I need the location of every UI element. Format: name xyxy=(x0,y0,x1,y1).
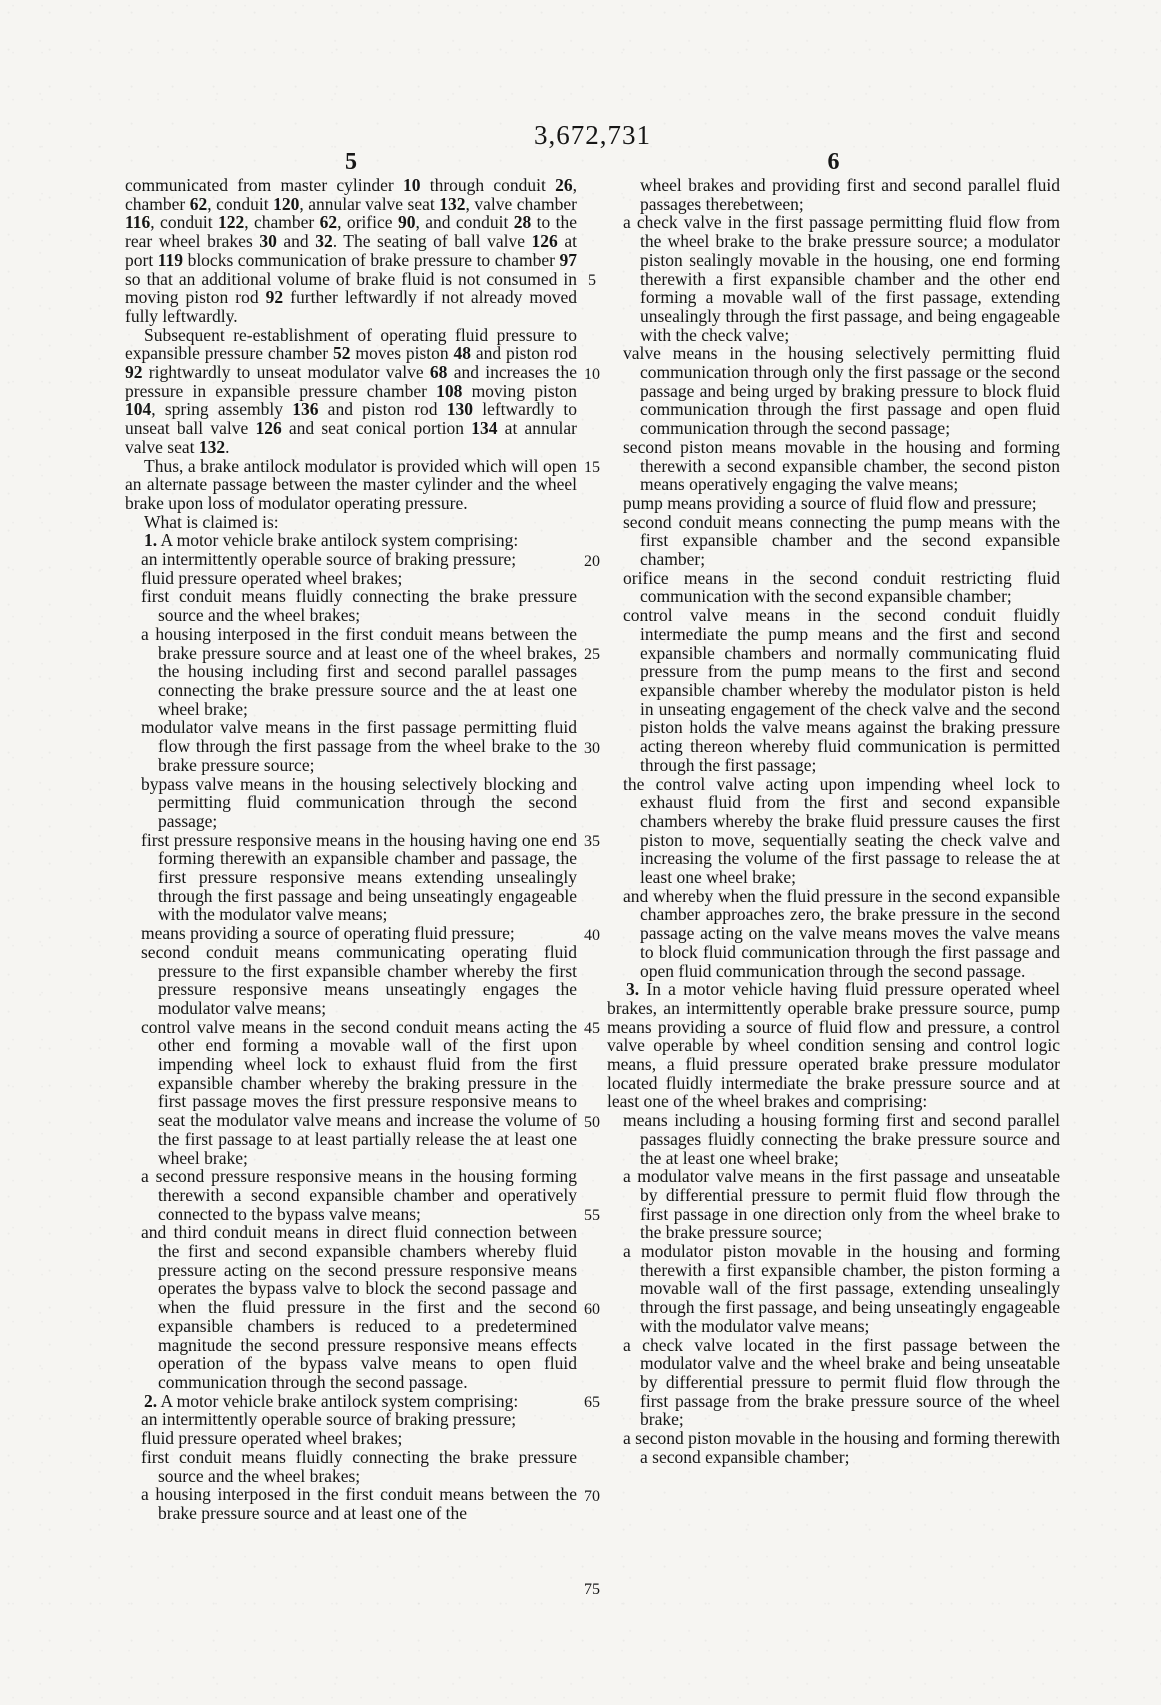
line-number: 45 xyxy=(584,1020,600,1037)
paragraph: fluid pressure operated wheel brakes; xyxy=(141,567,403,588)
paragraph: valve means in the housing selectively permitting fluid communication through only the first passage or the second passage and being urged by braking pressure to block fluid communication through the first passage and open fluid communication through the second passage; xyxy=(623,343,1060,439)
paragraph: means including a housing forming first and second parallel passages fluidly connecting the brake pressure source and the at least one wheel brake; xyxy=(623,1110,1060,1168)
paragraph: wheel brakes and providing first and second parallel fluid passages therebetween; xyxy=(640,175,1060,214)
paragraph: modulator valve means in the first passage permitting fluid flow through the first passage from the wheel brake to the brake pressure source; xyxy=(141,717,577,775)
line-number: 10 xyxy=(584,365,600,383)
paragraph: 3. In a motor vehicle having fluid pressure operated wheel brakes, an intermittently operable brake pressure source, pump means providing a source of fluid flow and pressure, a control valve operable by wheel condition sensing and control logic means, a fluid pressure operated brake pressure modulator located fluidly intermediate the brake pressure source and at least one of the wheel brakes and comprising: xyxy=(607,979,1060,1112)
right-column xyxy=(607,150,1060,1467)
paragraph: the control valve acting upon impending wheel lock to exhaust fluid from the first and second expansible chambers whereby the brake fluid pressure causes the first piston to move, sequentially seating the check valve and increasing the volume of the first passage to release the at least one wheel brake; xyxy=(623,773,1060,888)
paragraph: an intermittently operable source of braking pressure; xyxy=(141,1409,517,1430)
line-number: 40 xyxy=(584,926,600,944)
paragraph: second conduit means communicating operating fluid pressure to the first expansible chamber whereby the first pressure responsive means unseatingly engages the modulator valve means; xyxy=(141,941,577,1018)
paragraph: first conduit means fluidly connecting the brake pressure source and the wheel brakes; xyxy=(141,1446,577,1486)
paragraph: Thus, a brake antilock modulator is provided which will open an alternate passage between the master cylinder and the wheel brake upon loss of modulator operating pressure. xyxy=(125,455,577,513)
line-number: 15 xyxy=(584,459,600,476)
column-number-left: 5 xyxy=(345,149,357,175)
line-number: 25 xyxy=(584,646,600,663)
paragraph: 1. A motor vehicle brake antilock system comprising: xyxy=(144,530,519,551)
paragraph: first pressure responsive means in the housing having one end forming therewith an expansible chamber and passage, the first pressure responsive means extending unsealingly through the first passage and being unseatingly engageable with the modulator valve means; xyxy=(141,829,577,925)
patent-number: 3,672,731 xyxy=(534,120,651,150)
left-column-text xyxy=(125,176,577,1523)
paragraph: a modulator valve means in the first passage and unseatable by differential pressure to permit fluid flow through the first passage in one direction only from the wheel brake to the brake pressure source; xyxy=(623,1166,1060,1243)
paragraph: control valve means in the second conduit fluidly intermediate the pump means and the first and second expansible chambers and normally communicating fluid pressure from the pump means to the first and second expansible chamber whereby the modulator piston is held in unseating engagement of the check valve and the second piston holds the valve means against the braking pressure acting thereon whereby fluid communication is permitted through the first passage; xyxy=(623,605,1060,775)
line-number: 65 xyxy=(584,1394,600,1411)
paragraph: fluid pressure operated wheel brakes; xyxy=(141,1428,403,1449)
line-number: 50 xyxy=(584,1113,600,1131)
paragraph: What is claimed is: xyxy=(144,511,279,532)
line-number: 60 xyxy=(584,1300,600,1318)
left-column xyxy=(125,150,577,1523)
paragraph: a check valve located in the first passage between the modulator valve and the wheel brake and being unseatable by differential pressure to permit fluid flow through the first passage from the brake pressure source of the wheel brake; xyxy=(623,1334,1060,1430)
paragraph: first conduit means fluidly connecting the brake pressure source and the wheel brakes; xyxy=(141,586,577,626)
column-number-right: 6 xyxy=(827,149,840,175)
paragraph: and whereby when the fluid pressure in the second expansible chamber approaches zero, the brake pressure in the second passage acting on the valve means moves the valve means to block fluid communication through the first passage and open fluid communication through the second passage. xyxy=(623,885,1060,981)
paragraph: 2. A motor vehicle brake antilock system comprising: xyxy=(144,1390,519,1411)
paragraph: Subsequent re-establishment of operating fluid pressure to expansible pressure chamber 52 moves piston 48 and piston rod 92 rightwardly to unseat modulator valve 68 and increases the pressure in expansible pressure chamber 108 moving piston 104, spring assembly 136 and piston rod 130 leftwardly to unseat ball valve 126 and seat conical portion 134 at annular valve seat 132. xyxy=(125,324,578,457)
paragraph: a modulator piston movable in the housing and forming therewith a first expansible chamber, the piston forming a movable wall of the first passage, extending unsealingly through the first passage, and being unseatingly engageable with the modulator valve means; xyxy=(623,1241,1060,1336)
line-number: 55 xyxy=(584,1207,600,1224)
line-number: 5 xyxy=(588,272,596,289)
paragraph: means providing a source of operating fluid pressure; xyxy=(141,923,515,944)
paragraph: second conduit means connecting the pump means with the first expansible chamber and the second expansible chamber; xyxy=(623,511,1060,570)
line-number: 70 xyxy=(584,1487,600,1505)
paragraph: a housing interposed in the first conduit means between the brake pressure source and at least one of the xyxy=(141,1484,577,1523)
paragraph: bypass valve means in the housing selectively blocking and permitting fluid communication through the second passage; xyxy=(141,773,577,831)
paragraph: orifice means in the second conduit restricting fluid communication with the second expansible chamber; xyxy=(623,567,1060,607)
paragraph: and third conduit means in direct fluid connection between the first and second expansible chambers whereby fluid pressure acting on the second pressure responsive means operates the bypass valve to block the second passage and when the fluid pressure in the first and the second expansible chambers is reduced to a predetermined magnitude the second pressure responsive means effects operation of the bypass valve means to open fluid communication through the second passage. xyxy=(141,1222,577,1392)
paragraph: a second piston movable in the housing and forming therewith a second expansible chamber; xyxy=(623,1428,1060,1467)
paragraph: control valve means in the second conduit means acting the other end forming a movable wall of the first upon impending wheel lock to exhaust fluid from the first expansible chamber whereby the braking pressure in the first passage moves the first pressure responsive means to seat the modulator valve means and increase the volume of the first passage to at least partially release the at least one wheel brake; xyxy=(141,1016,577,1168)
line-number: 20 xyxy=(584,552,600,570)
paragraph: second piston means movable in the housing and forming therewith a second expansible chamber, the second piston means operatively engaging the valve means; xyxy=(623,436,1060,495)
paragraph: an intermittently operable source of braking pressure; xyxy=(141,549,517,570)
paragraph: a check valve in the first passage permitting fluid flow from the wheel brake to the brake pressure source; a modulator piston sealingly movable in the housing, one end forming therewith a first expansible chamber and the other end forming a movable wall of the first passage, extending unsealingly through the first passage, and being engageable with the check valve; xyxy=(623,212,1060,345)
right-column-text xyxy=(607,176,1060,1467)
paragraph: pump means providing a source of fluid flow and pressure; xyxy=(623,492,1037,513)
line-number: 75 xyxy=(584,1581,600,1598)
paragraph: a housing interposed in the first conduit means between the brake pressure source and at least one of the wheel brakes, the housing including first and second parallel passages connecting the brake pressure source and the at least one wheel brake; xyxy=(141,623,577,719)
paragraph: a second pressure responsive means in the housing forming therewith a second expansible chamber and operatively connected to the bypass valve means; xyxy=(141,1166,577,1224)
line-number: 35 xyxy=(584,833,600,850)
line-number: 30 xyxy=(584,739,600,757)
paragraph: communicated from master cylinder 10 through conduit 26, chamber 62, conduit 120, annular valve seat 132, valve chamber 116, conduit 122, chamber 62, orifice 90, and conduit 28 to the rear wheel brakes 30 and 32. The seating of ball valve 126 at port 119 blocks communication of brake pressure to chamber 97 so that an additional volume of brake fluid is not consumed in moving piston rod 92 further leftwardly if not already moved fully leftwardly. xyxy=(125,175,578,326)
